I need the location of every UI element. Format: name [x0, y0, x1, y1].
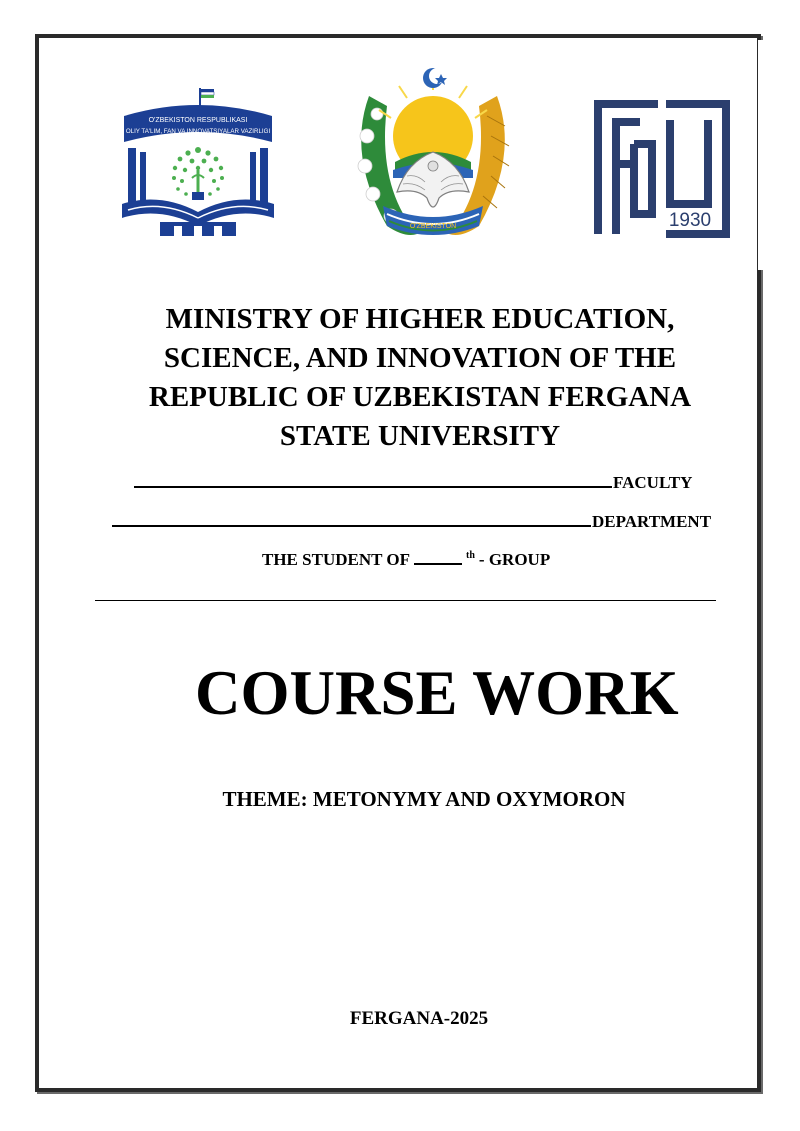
city-year: FERGANA-2025: [349, 1008, 489, 1029]
faculty-blank-line: [134, 470, 612, 488]
ministry-logo-text-2: OLIY TA'LIM, FAN VA INNOVATSIYALAR VAZIRLIGI: [125, 128, 271, 135]
ministry-logo: [120, 86, 276, 238]
ministry-logo-text-1: O'ZBEKISTON RESPUBLIKASI: [148, 117, 248, 124]
state-emblem: [347, 66, 519, 242]
faculty-label: FACULTY: [613, 473, 693, 492]
student-name-line: [95, 600, 716, 601]
course-work-heading: COURSE WORK: [195, 658, 679, 728]
border-gap: [758, 40, 764, 270]
student-prefix: THE STUDENT OF: [262, 550, 411, 569]
department-label: DEPARTMENT: [592, 512, 712, 531]
title-line: STATE UNIVERSITY: [279, 420, 561, 452]
fdu-logo: [594, 100, 730, 238]
title-line: SCIENCE, AND INNOVATION OF THE: [163, 342, 677, 374]
group-number-blank-line: [414, 547, 462, 565]
student-group-field: [262, 547, 550, 570]
title-line: MINISTRY OF HIGHER EDUCATION,: [165, 303, 675, 335]
faculty-field: [134, 470, 692, 493]
department-field: [112, 509, 711, 532]
title-line: REPUBLIC OF UZBEKISTAN FERGANA: [148, 381, 692, 413]
emblem-ribbon-text: O'ZBEKISTON: [409, 223, 457, 230]
theme-line: THEME: METONYMY AND OXYMORON: [222, 787, 626, 811]
group-suffix: - GROUP: [478, 550, 551, 569]
ministry-university-title: [100, 300, 740, 456]
group-ordinal-suffix: th: [466, 550, 475, 561]
department-blank-line: [112, 509, 591, 527]
fdu-logo-year: 1930: [668, 210, 712, 231]
